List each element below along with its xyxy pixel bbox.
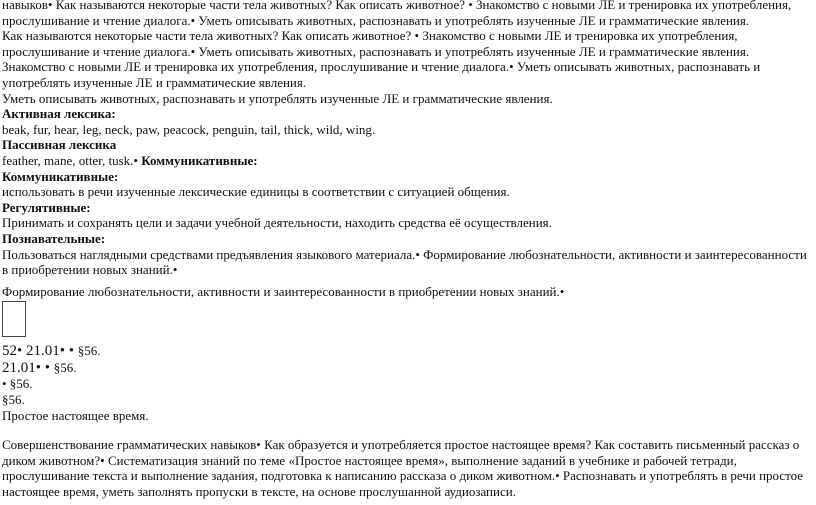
lesson-line-a-ref: §56. <box>77 343 101 359</box>
objectives-paragraph-1: навыков• Как называются некоторые части тела животных? Как описать животное? • Знакомство с новыми ЛЕ и тренировка их употребления, прослушивание и чтение диалога.• Уметь описывать животных, распознавать и употреблять изученные ЛЕ и грамматические явления. <box>2 0 792 28</box>
objectives-paragraph-4: Уметь описывать животных, распознавать и употреблять изученные ЛЕ и грамматические явления. <box>2 90 553 106</box>
grammar-objectives-paragraph: Совершенствование грамматических навыков• Как образуется и употребляется простое настоящее время? Как составить письменный рассказ о диком животном?• Систематизация знаний по теме «Простое настоящее время», выполнение заданий в учебнике и рабочей тетради, прослушивание текста и выполнение задания, подготовка к написанию рассказа о диком животном.• Распознавать и употреблять в речи простое настоящее время, уметь заполнять пропуски в тексте, на основе прослушанной аудиозаписи. <box>2 437 804 500</box>
regulative-text: Принимать и сохранять цели и задачи учебной деятельности, находить средства её осуществления. <box>2 215 552 231</box>
regulative-heading: Регулятивные: <box>2 199 91 215</box>
lesson-line-c: • §56. <box>2 376 33 392</box>
formation-text: Формирование любознательности, активности и заинтересованности в приобретении новых знаний.• <box>2 283 565 299</box>
lesson-line-b <box>0 360 816 377</box>
communicative-inline-heading: Коммуникативные: <box>141 152 258 168</box>
active-vocab-words: beak, fur, hear, leg, neck, paw, peacock, penguin, tail, thick, wild, wing. <box>2 121 376 137</box>
lesson-line-d: §56. <box>2 392 25 408</box>
active-vocab-heading: Активная лексика: <box>2 106 116 122</box>
cognitive-heading: Познавательные: <box>2 230 106 246</box>
empty-box <box>2 301 26 337</box>
objectives-paragraph-2: Как называются некоторые части тела животных? Как описать животное? • Знакомство с новыми ЛЕ и тренировка их употребления, прослушивание и чтение диалога.• Уметь описывать животных, распознавать и употреблять изученные ЛЕ и грамматические явления. <box>2 28 750 59</box>
communicative-text: использовать в речи изученные лексические единицы в соответствии с ситуацией общения. <box>2 184 510 200</box>
lesson-line-e: Простое настоящее время. <box>2 407 149 423</box>
passive-vocab-line <box>0 153 816 169</box>
passive-vocab-heading: Пассивная лексика <box>2 137 117 153</box>
cognitive-text: Пользоваться наглядными средствами предъявления языкового материала.• Формирование любознательности, активности и заинтересованности в приобретении новых знаний.• <box>2 246 807 278</box>
lesson-line-a-number: 52• 21.01• • <box>2 343 78 360</box>
lesson-line-b-ref: §56. <box>53 359 77 375</box>
passive-vocab-words: feather, mane, otter, tusk.• <box>2 152 142 168</box>
communicative-heading: Коммуникативные: <box>2 168 119 184</box>
lesson-line-b-number: 21.01• • <box>2 359 54 376</box>
objectives-paragraph-3: Знакомство с новыми ЛЕ и тренировка их употребления, прослушивание и чтение диалога.• Уметь описывать животных, распознавать и употреблять изученные ЛЕ и грамматические явления. <box>2 59 761 90</box>
lesson-line-a <box>0 343 816 360</box>
